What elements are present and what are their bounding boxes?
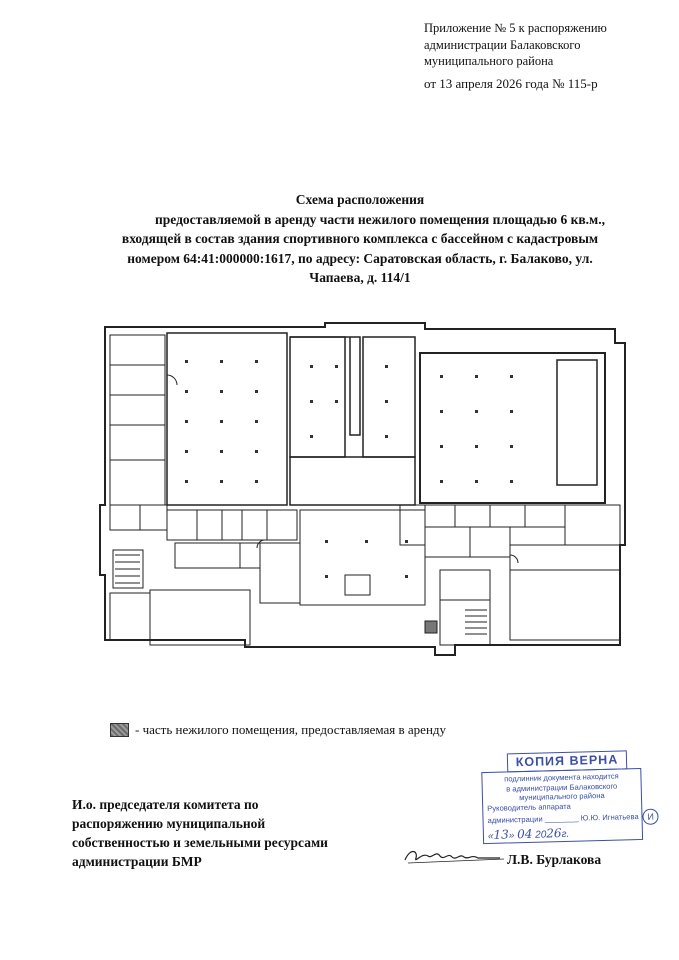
stamp-date-day: 13 — [493, 827, 509, 842]
signer-line: администрации БМР — [72, 854, 202, 869]
title-heading: Схема расположения — [295, 192, 425, 207]
appendix-line: Приложение № 5 к распоряжению — [424, 21, 607, 35]
signer-title — [72, 795, 402, 871]
document-title — [70, 190, 650, 288]
title-line: входящей в состав здания спортивного комплекса с бассейном с кадастровым — [121, 231, 599, 246]
stamp-date: «13» 04 2026г. — [487, 826, 570, 842]
signer-name: Л.В. Бурлакова — [507, 852, 602, 867]
stamp-date-year-prefix: 20 — [535, 829, 547, 841]
leased-area-marker — [425, 621, 437, 633]
title-line: Чапаева, д. 114/1 — [309, 270, 411, 285]
stamp-body — [481, 768, 654, 844]
appendix-line: муниципального района — [424, 54, 554, 68]
stamp-role: Руководитель аппарата — [487, 801, 571, 813]
signer-line: И.о. председателя комитета по — [72, 797, 259, 812]
stamp-line: муниципального района — [519, 790, 605, 803]
copy-stamp — [477, 750, 654, 847]
stamp-header: КОПИЯ ВЕРНА — [507, 750, 627, 772]
stamp-date-suffix: г. — [561, 828, 570, 841]
appendix-header — [424, 20, 664, 92]
stamp-date-year-suffix: 26 — [546, 826, 562, 841]
appendix-date: от 13 апреля 2026 года № 115-р — [424, 75, 598, 91]
signer-line: распоряжению муниципальной — [72, 816, 266, 831]
legend-swatch — [110, 723, 129, 737]
legend-text: - часть нежилого помещения, предоставляемая в аренду — [135, 722, 447, 737]
title-line: номером 64:41:000000:1617, по адресу: Саратовская область, г. Балаково, ул. — [127, 250, 593, 266]
stamp-role-2: администрации — [487, 814, 543, 825]
stamp-official: Ю.Ю. Игнатьева — [580, 812, 639, 823]
signer-line: собственностью и земельными ресурсами — [72, 835, 328, 850]
floor-plan — [95, 315, 635, 660]
stamp-role-row: администрации ________ Ю.Ю. Игнатьева И — [487, 809, 637, 829]
stamp-circle: И — [642, 809, 658, 825]
stamp-line: в администрации Балаковского — [506, 781, 618, 793]
appendix-line: администрации Балаковского — [424, 37, 581, 52]
stamp-date-month: 04 — [516, 826, 533, 842]
title-line: предоставляемой в аренду части нежилого помещения площадью 6 кв.м., — [155, 211, 605, 227]
legend — [110, 722, 446, 738]
stamp-line: подлинник документа находится — [504, 771, 619, 784]
